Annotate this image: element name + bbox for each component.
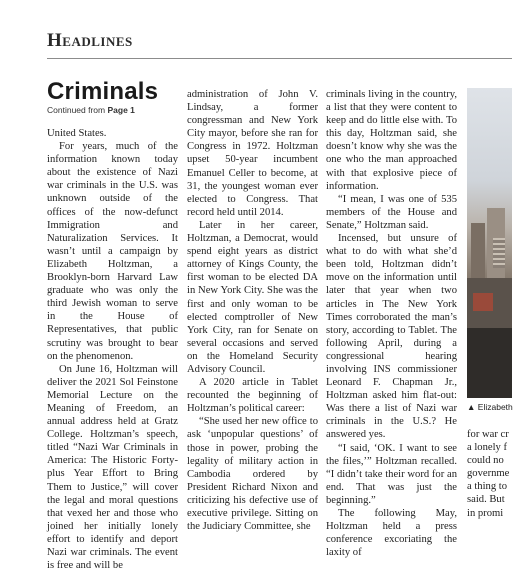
paragraph: Later in her career, Holtzman, a Democrat, would spend eight years as district attorney of Kings County, the first woman to be elected DA in New York City. She was the first and only woman to be elected comptroller of New York City, ran for Senate on several occasions and served on the Homeland Security Advisory Council. (187, 219, 318, 375)
section-divider (47, 58, 512, 59)
article-headline: Criminals (47, 78, 159, 105)
continued-page: Page 1 (107, 105, 135, 115)
paragraph: “I mean, I was one of 535 members of the House and Senate,” Holtzman said. (326, 193, 457, 231)
article-column-1 (47, 127, 178, 572)
paragraph: administration of John V. Lindsay, a former congressman and New York City mayor, before she ran for Congress in 1972. Holtzman upset 50-year incumbent Emanuel Celler to become, at 31, the youngest woman ever elected to Congress. That record held until 2014. (187, 89, 318, 218)
paragraph: A 2020 article in Tablet recounted the beginning of Holtzman’s political career: (187, 377, 318, 415)
paragraph: The following May, Holtzman held a press conference excoriating the laxity of (326, 508, 457, 559)
paragraph: Incensed, but unsure of what to do with what she’d been told, Holtzman didn’t move on the information until later that year when two articles in The New York Times corroborated the man’s story, according to Tablet. The following April, during a congressional hearing involving INS commissioner Leonard F. Chapman Jr., Holtzman asked him flat-out: Was there a list of Nazi war criminals in the U.S.? He answered yes. (326, 233, 457, 441)
continued-prefix: Continued from (47, 105, 106, 115)
caption-marker-icon: ▲ (467, 402, 476, 412)
line: a thing to (467, 481, 508, 493)
caption-text: Elizabeth (477, 402, 513, 412)
line: could no (467, 455, 504, 467)
line: for war cr (467, 429, 509, 440)
article-column-2 (187, 88, 318, 533)
line: a lonely f (467, 442, 508, 454)
paragraph: On June 16, Holtzman will deliver the 2021 Sol Feinstone Memorial Lecture on the Meaning of Freedom, an annual address held at Gratz College. Holtzman’s speech, titled “Nazi War Criminals in America: The Historic Forty-plus Year Effort to Bring Them to Justice,” will cover the legal and moral questions that vexed her and those who joined her initially lonely effort to identify and deport Nazi war criminals. The event is free and will be (47, 363, 178, 572)
article-column-4 (467, 428, 512, 519)
line: governme (467, 468, 510, 480)
paragraph: “She used her new office to ask ‘unpopular questions’ of those in power, probing the legality of military action in Cambodia ordered by President Richard Nixon and criticizing his defective use of executive privilege. Sitting on the Judiciary Committee, she (187, 416, 318, 533)
article-column-3 (326, 88, 457, 559)
paragraph: United States. (47, 128, 107, 139)
line: in promi (467, 507, 504, 519)
continued-from-line (47, 105, 135, 115)
line: said. But (467, 494, 505, 506)
article-photo (467, 88, 512, 398)
paragraph: For years, much of the information known today about the existence of Nazi war criminals in the U.S. was unknown outside of the offices of the now-defunct Immigration and Naturalization Services. It wasn’t until a campaign by Elizabeth Holtzman, a Brooklyn-born Harvard Law graduate who was only the third Jewish woman to serve in the House of Representatives, that public scrutiny was brought to bear on the phenomenon. (47, 141, 178, 362)
paragraph: criminals living in the country, a list that they were content to keep and do little else with. To this day, Holtzman said, she doesn’t know why she was the one who the man approached with that explosive piece of information. (326, 89, 457, 192)
photo-caption (467, 402, 512, 412)
section-title: Headlines (47, 30, 133, 51)
paragraph: “I said, ‘OK. I want to see the files,’” Holtzman recalled. “I didn’t take their word for an end. That was just the beginning.” (326, 442, 457, 506)
